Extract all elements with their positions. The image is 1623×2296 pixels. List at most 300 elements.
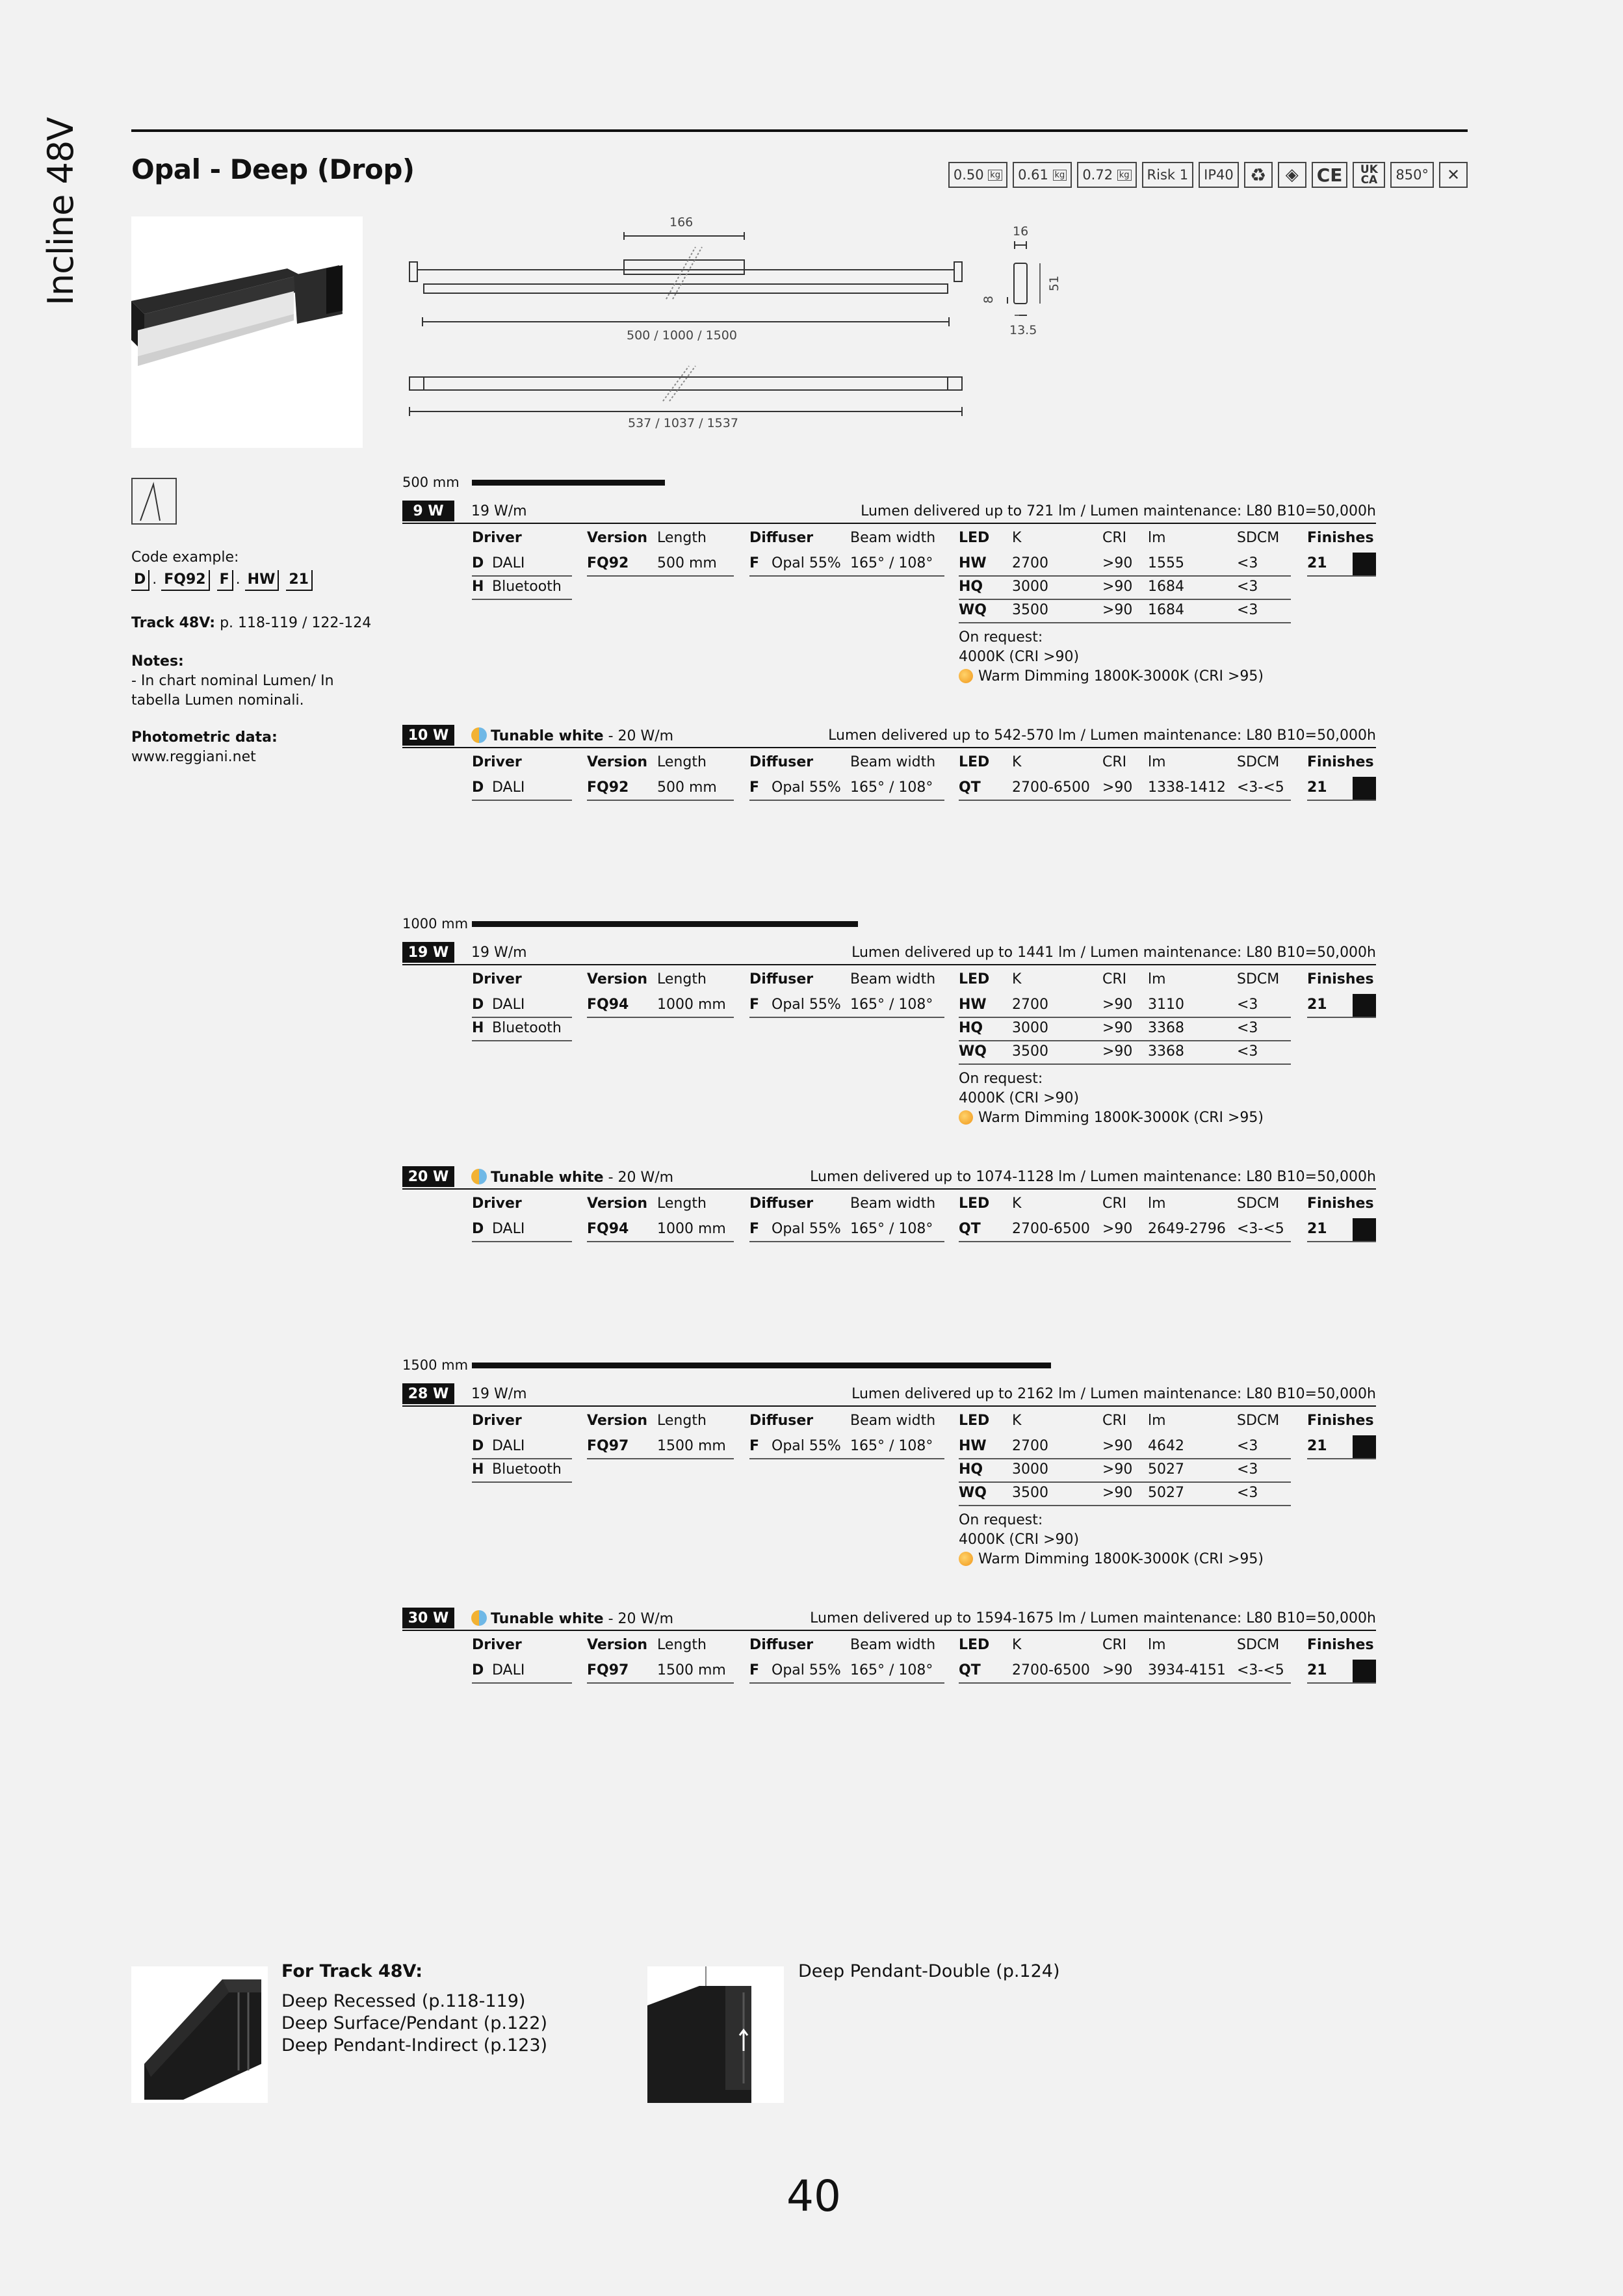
driver-name: DALI (492, 997, 525, 1013)
driver-code: D (472, 555, 484, 571)
cri-value: >90 (1102, 1043, 1133, 1060)
column-header: Version (587, 754, 648, 770)
cri-value: >90 (1102, 1438, 1133, 1454)
row-underline (587, 1017, 734, 1018)
driver-name: DALI (492, 555, 525, 571)
led-code: HQ (959, 579, 983, 595)
notes-line: - In chart nominal Lumen/ In (131, 673, 334, 689)
tunable-white-icon (471, 727, 487, 743)
page-number: 40 (786, 2171, 841, 2221)
dim-small: 8 (981, 295, 996, 304)
beam-width: 165° / 108° (850, 1662, 933, 1678)
version-code: FQ94 (587, 1221, 629, 1237)
column-header: K (1012, 1195, 1022, 1212)
row-underline (1307, 575, 1376, 577)
row-underline (587, 800, 734, 801)
power-per-meter: 19 W/m (471, 945, 527, 961)
row-underline (587, 1241, 734, 1242)
row-underline (749, 1682, 944, 1684)
cri-value: >90 (1102, 1221, 1133, 1237)
column-header: K (1012, 530, 1022, 546)
driver-name: DALI (492, 1221, 525, 1237)
on-request-label: On request: (959, 629, 1043, 646)
weight-icon: 0.61 kg (1013, 162, 1072, 188)
block-header (402, 725, 1376, 748)
length-bar (472, 480, 665, 486)
row-underline (749, 575, 944, 577)
length-dims-a: 500 / 1000 / 1500 (627, 328, 737, 343)
color-temp: 3000 (1012, 579, 1048, 595)
accessory-item[interactable]: Deep Pendant-Indirect (p.123) (281, 2035, 548, 2055)
finish-swatch-black[interactable] (1353, 777, 1376, 800)
column-header: Driver (472, 971, 522, 987)
cri-value: >90 (1102, 997, 1133, 1013)
row-underline (1307, 800, 1376, 801)
column-header: Diffuser (749, 971, 814, 987)
power-per-meter (471, 1610, 673, 1627)
row-underline (959, 1017, 1291, 1018)
code-example: Code example: D . FQ92 F . HW 21 (131, 548, 315, 591)
lumen-value: 1684 (1148, 602, 1184, 618)
lumen-value: 1684 (1148, 579, 1184, 595)
sdcm-value: <3 (1237, 1043, 1258, 1060)
temperature-icon: 850° (1390, 162, 1434, 188)
led-code: HW (959, 555, 987, 571)
warm-dimming-icon (959, 1552, 973, 1566)
color-temp: 3500 (1012, 1485, 1048, 1501)
length-value: 500 mm (657, 555, 717, 571)
lumen-value: 3368 (1148, 1020, 1184, 1036)
version-code: FQ97 (587, 1662, 629, 1678)
row-underline (472, 1017, 572, 1018)
sdcm-value: <3 (1237, 1485, 1258, 1501)
no-fire-icon: ✕ (1439, 162, 1468, 188)
row-underline (1307, 1682, 1376, 1684)
column-header: LED (959, 1413, 990, 1429)
block-header (402, 1383, 1376, 1407)
row-underline (959, 622, 1291, 623)
column-header: LED (959, 1637, 990, 1653)
beam-width: 165° / 108° (850, 1221, 933, 1237)
beam-width: 165° / 108° (850, 997, 933, 1013)
color-temp: 2700-6500 (1012, 1662, 1090, 1678)
lumen-value: 3110 (1148, 997, 1184, 1013)
column-header: SDCM (1237, 754, 1280, 770)
length-value: 500 mm (657, 779, 717, 796)
row-underline (587, 1458, 734, 1459)
column-header: SDCM (1237, 971, 1280, 987)
column-header: K (1012, 971, 1022, 987)
block-header (402, 501, 1376, 524)
color-temp: 3000 (1012, 1020, 1048, 1036)
length-bar (472, 1363, 1051, 1368)
row-underline (587, 1682, 734, 1684)
length-value: 1000 mm (657, 997, 726, 1013)
track-label: Track 48V: (131, 615, 216, 631)
column-header: SDCM (1237, 1413, 1280, 1429)
cri-value: >90 (1102, 555, 1133, 571)
dim-base: 13.5 (1009, 323, 1037, 337)
column-header: CRI (1102, 1195, 1127, 1212)
tunable-white-icon (471, 1610, 487, 1626)
photometric (131, 728, 278, 767)
power-per-meter-value: - 20 W/m (603, 1169, 674, 1186)
wattage-badge: 20 W (402, 1166, 454, 1187)
length-label: 1000 mm (402, 916, 469, 932)
lumen-value: 5027 (1148, 1485, 1184, 1501)
column-header: SDCM (1237, 1195, 1280, 1212)
row-underline (959, 1481, 1291, 1483)
sdcm-value: <3 (1237, 602, 1258, 618)
sdcm-value: <3-<5 (1237, 1662, 1284, 1678)
sdcm-value: <3 (1237, 997, 1258, 1013)
on-request-note (959, 1511, 1264, 1569)
diffuser-name: Opal 55% (772, 1438, 841, 1454)
row-underline (749, 800, 944, 801)
on-request-line (959, 1550, 1264, 1569)
color-temp: 2700 (1012, 1438, 1048, 1454)
column-header: Finishes (1307, 754, 1374, 770)
page-title: Opal - Deep (Drop) (131, 153, 415, 185)
column-header: LED (959, 530, 990, 546)
column-header: Driver (472, 1413, 522, 1429)
version-code: FQ92 (587, 779, 629, 796)
diffuser-name: Opal 55% (772, 997, 841, 1013)
row-underline (1307, 1458, 1376, 1459)
column-header: Diffuser (749, 754, 814, 770)
photometric-url[interactable]: www.reggiani.net (131, 749, 256, 765)
lumen-info: Lumen delivered up to 1074-1128 lm / Lumen maintenance: L80 B10=50,000h (810, 1169, 1376, 1185)
column-header: Finishes (1307, 971, 1374, 987)
accessory-item[interactable]: Deep Recessed (p.118-119) (281, 1991, 526, 2011)
color-temp: 3500 (1012, 602, 1048, 618)
length-value: 1500 mm (657, 1438, 726, 1454)
power-per-meter: 19 W/m (471, 503, 527, 519)
driver-name: Bluetooth (492, 579, 562, 595)
recycle-icon: ♻ (1244, 162, 1273, 188)
photometric-label: Photometric data: (131, 729, 278, 746)
column-header: K (1012, 1637, 1022, 1653)
column-header: Length (657, 530, 707, 546)
driver-code: D (472, 997, 484, 1013)
column-header: SDCM (1237, 1637, 1280, 1653)
block-header (402, 1608, 1376, 1631)
column-header: Beam width (850, 1637, 936, 1653)
notes (131, 652, 334, 711)
column-header: Version (587, 1413, 648, 1429)
finish-swatch-black[interactable] (1353, 994, 1376, 1017)
cri-value: >90 (1102, 779, 1133, 796)
color-temp: 2700-6500 (1012, 779, 1090, 796)
color-temp: 2700 (1012, 555, 1048, 571)
driver-name: Bluetooth (492, 1461, 562, 1478)
on-request-label: On request: (959, 1512, 1043, 1528)
column-header: Finishes (1307, 530, 1374, 546)
wattage-badge: 30 W (402, 1608, 454, 1628)
power-per-meter-value: - 20 W/m (603, 728, 674, 744)
wattage-badge: 9 W (402, 501, 454, 521)
ce-mark-icon: CE (1312, 162, 1348, 188)
ip-rating-icon: IP40 (1199, 162, 1239, 188)
finish-code: 21 (1307, 555, 1327, 571)
certification-icons (948, 162, 1468, 188)
technical-drawing (396, 211, 1079, 436)
cri-value: >90 (1102, 1461, 1133, 1478)
finish-swatch-black[interactable] (1353, 1218, 1376, 1242)
row-underline (472, 1682, 572, 1684)
column-header: lm (1148, 971, 1166, 987)
warm-dimming-icon (959, 669, 973, 683)
column-header: Length (657, 1637, 707, 1653)
column-header: Finishes (1307, 1413, 1374, 1429)
driver-code: H (472, 1461, 484, 1478)
length-value: 1000 mm (657, 1221, 726, 1237)
wattage-badge: 10 W (402, 725, 454, 746)
column-header: Finishes (1307, 1195, 1374, 1212)
diffuser-code: F (749, 1662, 760, 1678)
column-header: CRI (1102, 1637, 1127, 1653)
warm-dimming-icon (959, 1110, 973, 1125)
row-underline (959, 1458, 1291, 1459)
lumen-value: 1338-1412 (1148, 779, 1226, 796)
accessory-title: For Track 48V: (281, 1961, 423, 1981)
code-part: D (131, 570, 149, 591)
on-request-line (959, 1108, 1264, 1128)
on-request-note (959, 1069, 1264, 1128)
column-header: Diffuser (749, 530, 814, 546)
accessory-item[interactable]: Deep Surface/Pendant (p.122) (281, 2013, 548, 2033)
power-per-meter (471, 1169, 673, 1186)
column-header: CRI (1102, 971, 1127, 987)
row-underline (749, 1458, 944, 1459)
column-header: Beam width (850, 530, 936, 546)
dim-profile-width: 16 (1013, 224, 1029, 239)
driver-code: D (472, 779, 484, 796)
dim-profile-height: 51 (1047, 275, 1062, 292)
power-per-meter (471, 727, 673, 744)
column-header: Beam width (850, 1413, 936, 1429)
column-header: lm (1148, 1413, 1166, 1429)
length-bar (472, 921, 858, 927)
column-header: LED (959, 971, 990, 987)
row-underline (587, 575, 734, 577)
tunable-white-icon (471, 1169, 487, 1184)
column-header: lm (1148, 1637, 1166, 1653)
tunable-label: Tunable white (491, 728, 604, 744)
lumen-info: Lumen delivered up to 2162 lm / Lumen maintenance: L80 B10=50,000h (851, 1386, 1376, 1402)
finish-swatch-black[interactable] (1353, 1435, 1376, 1459)
driver-name: DALI (492, 1662, 525, 1678)
warm-dimming-text: Warm Dimming 1800K-3000K (CRI >95) (978, 1551, 1264, 1567)
lumen-value: 2649-2796 (1148, 1221, 1226, 1237)
column-header: LED (959, 754, 990, 770)
row-underline (472, 1481, 572, 1483)
code-part: 21 (286, 570, 313, 591)
column-header: K (1012, 754, 1022, 770)
led-code: HQ (959, 1461, 983, 1478)
diffuser-name: Opal 55% (772, 1662, 841, 1678)
code-part: FQ92 (161, 570, 209, 591)
power-per-meter-value: - 20 W/m (603, 1611, 674, 1627)
row-underline (959, 1063, 1291, 1065)
led-code: QT (959, 1662, 981, 1678)
diffuser-code: F (749, 1438, 760, 1454)
sdcm-value: <3-<5 (1237, 779, 1284, 796)
sdcm-value: <3 (1237, 1461, 1258, 1478)
block-header (402, 1166, 1376, 1190)
lumen-value: 1555 (1148, 555, 1184, 571)
notes-label: Notes: (131, 653, 184, 670)
length-value: 1500 mm (657, 1662, 726, 1678)
column-header: Version (587, 1195, 648, 1212)
led-code: HW (959, 997, 987, 1013)
version-code: FQ97 (587, 1438, 629, 1454)
dim-top: 166 (669, 215, 694, 229)
beam-width: 165° / 108° (850, 555, 933, 571)
notes-line: tabella Lumen nominali. (131, 692, 304, 709)
column-header: lm (1148, 530, 1166, 546)
diffuser-code: F (749, 1221, 760, 1237)
column-header: Length (657, 754, 707, 770)
driver-name: DALI (492, 779, 525, 796)
finish-code: 21 (1307, 1662, 1327, 1678)
led-code: WQ (959, 1485, 987, 1501)
lumen-value: 3934-4151 (1148, 1662, 1226, 1678)
code-part: F (217, 570, 233, 591)
block-header (402, 942, 1376, 965)
column-header: Length (657, 971, 707, 987)
diffuser-name: Opal 55% (772, 779, 841, 796)
column-header: SDCM (1237, 530, 1280, 546)
on-request-line: 4000K (CRI >90) (959, 1090, 1080, 1106)
cri-value: >90 (1102, 1020, 1133, 1036)
accessory-pendant-double[interactable]: Deep Pendant-Double (p.124) (798, 1961, 1060, 1981)
warm-dimming-text: Warm Dimming 1800K-3000K (CRI >95) (978, 668, 1264, 685)
cri-value: >90 (1102, 1662, 1133, 1678)
color-temp: 3500 (1012, 1043, 1048, 1060)
column-header: Beam width (850, 754, 936, 770)
column-header: LED (959, 1195, 990, 1212)
beam-icon (131, 478, 177, 525)
row-underline (472, 575, 572, 577)
finish-code: 21 (1307, 1221, 1327, 1237)
driver-icon: ◈ (1278, 162, 1306, 188)
row-underline (472, 1241, 572, 1242)
weight-icon: 0.50 kg (948, 162, 1007, 188)
column-header: Diffuser (749, 1637, 814, 1653)
on-request-line (959, 667, 1264, 686)
cri-value: >90 (1102, 1485, 1133, 1501)
color-temp: 2700 (1012, 997, 1048, 1013)
on-request-line: 4000K (CRI >90) (959, 649, 1080, 665)
code-example-label: Code example: (131, 549, 239, 566)
wattage-badge: 28 W (402, 1383, 454, 1404)
column-header: lm (1148, 754, 1166, 770)
length-dims-b: 537 / 1037 / 1537 (628, 416, 738, 430)
color-temp: 2700-6500 (1012, 1221, 1090, 1237)
finish-swatch-black[interactable] (1353, 1660, 1376, 1683)
power-per-meter: 19 W/m (471, 1386, 527, 1402)
row-underline (749, 1241, 944, 1242)
cri-value: >90 (1102, 602, 1133, 618)
diffuser-name: Opal 55% (772, 555, 841, 571)
on-request-line: 4000K (CRI >90) (959, 1532, 1080, 1548)
lumen-info: Lumen delivered up to 1594-1675 lm / Lumen maintenance: L80 B10=50,000h (810, 1610, 1376, 1626)
diffuser-code: F (749, 997, 760, 1013)
lumen-info: Lumen delivered up to 542-570 lm / Lumen maintenance: L80 B10=50,000h (828, 727, 1376, 744)
column-header: Version (587, 971, 648, 987)
color-temp: 3000 (1012, 1461, 1048, 1478)
column-header: Driver (472, 530, 522, 546)
row-underline (472, 1040, 572, 1041)
led-code: QT (959, 1221, 981, 1237)
lumen-value: 3368 (1148, 1043, 1184, 1060)
cri-value: >90 (1102, 579, 1133, 595)
column-header: CRI (1102, 754, 1127, 770)
led-code: WQ (959, 1043, 987, 1060)
track-pages: p. 118-119 / 122-124 (220, 615, 372, 631)
led-code: WQ (959, 602, 987, 618)
finish-code: 21 (1307, 779, 1327, 796)
finish-code: 21 (1307, 1438, 1327, 1454)
finish-code: 21 (1307, 997, 1327, 1013)
column-header: Diffuser (749, 1195, 814, 1212)
row-underline (959, 1040, 1291, 1041)
column-header: Driver (472, 754, 522, 770)
tunable-label: Tunable white (491, 1169, 604, 1186)
diffuser-code: F (749, 779, 760, 796)
product-image (131, 216, 363, 448)
driver-code: D (472, 1662, 484, 1678)
column-header: CRI (1102, 1413, 1127, 1429)
series-title: Incline 48V (40, 117, 81, 306)
diffuser-code: F (749, 555, 760, 571)
row-underline (959, 1505, 1291, 1506)
ukca-mark-icon: UK CA (1353, 162, 1385, 188)
diffuser-name: Opal 55% (772, 1221, 841, 1237)
column-header: Driver (472, 1195, 522, 1212)
accessory-image-pendant (647, 1966, 784, 2103)
length-label: 1500 mm (402, 1357, 469, 1373)
finish-swatch-black[interactable] (1353, 553, 1376, 576)
track-info (131, 614, 371, 633)
column-header: Diffuser (749, 1413, 814, 1429)
row-underline (959, 1682, 1291, 1684)
row-underline (472, 1458, 572, 1459)
sdcm-value: <3 (1237, 579, 1258, 595)
row-underline (959, 800, 1291, 801)
version-code: FQ94 (587, 997, 629, 1013)
lumen-value: 5027 (1148, 1461, 1184, 1478)
version-code: FQ92 (587, 555, 629, 571)
driver-code: H (472, 579, 484, 595)
tunable-label: Tunable white (491, 1611, 604, 1627)
weight-icon: 0.72 kg (1077, 162, 1136, 188)
wattage-badge: 19 W (402, 942, 454, 963)
column-header: Driver (472, 1637, 522, 1653)
row-underline (1307, 1241, 1376, 1242)
column-header: lm (1148, 1195, 1166, 1212)
lumen-info: Lumen delivered up to 721 lm / Lumen maintenance: L80 B10=50,000h (861, 503, 1376, 519)
led-code: HQ (959, 1020, 983, 1036)
driver-name: Bluetooth (492, 1020, 562, 1036)
row-underline (959, 599, 1291, 600)
length-label: 500 mm (402, 475, 460, 490)
row-underline (959, 1241, 1291, 1242)
accessory-image-track (131, 1966, 268, 2103)
row-underline (472, 800, 572, 801)
accessory-text-left (281, 1961, 547, 2057)
